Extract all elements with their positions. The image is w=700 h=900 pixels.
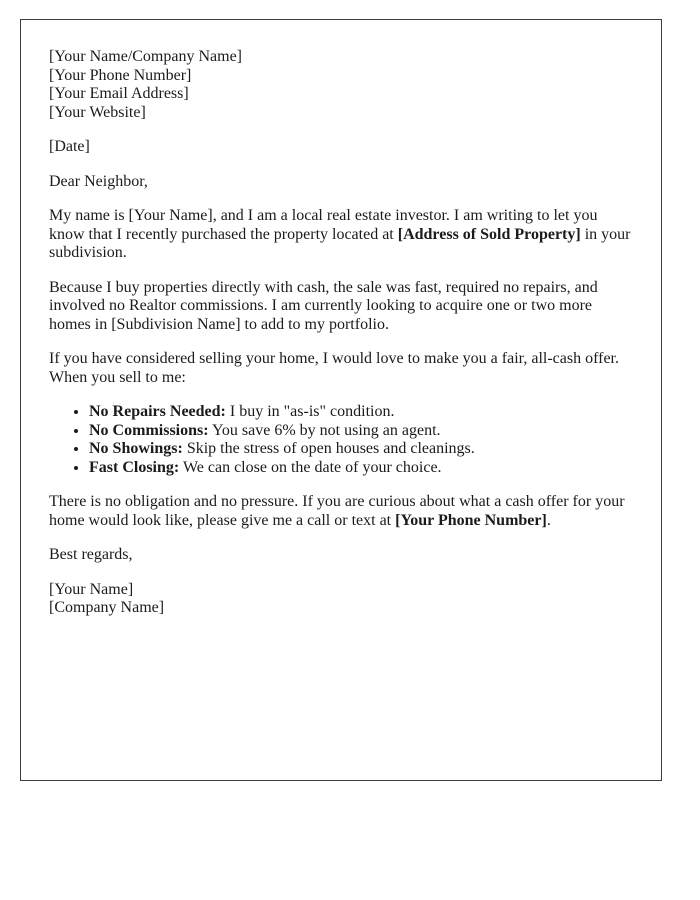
text-segment: know that I recently purchased the property located at — [49, 225, 398, 243]
bold-text-segment: [Address of Sold Property] — [397, 225, 581, 243]
text-segment: Skip the stress of open houses and cleanings. — [182, 440, 475, 457]
text-segment: [Your Name/Company Name] — [49, 48, 243, 65]
list-item — [89, 440, 639, 459]
bold-text-segment: No Repairs Needed: — [89, 403, 226, 420]
list-item — [89, 403, 639, 422]
text-segment: If you have considered selling your home, I would love to make you a fair, all-cash offer. — [49, 350, 619, 367]
text-segment: subdivision. — [49, 244, 127, 261]
benefits-list — [49, 403, 639, 477]
sender-contact-block — [49, 48, 639, 122]
text-segment: [Your Name] — [49, 580, 134, 598]
text-segment: Best regards, — [49, 546, 133, 563]
text-segment: [Date] — [49, 138, 90, 155]
bold-text-segment: No Showings: — [89, 440, 183, 457]
date-line — [49, 138, 639, 157]
intro-paragraph — [49, 207, 639, 263]
text-segment: in your — [580, 225, 631, 243]
text-segment: [Your Email Address] — [49, 85, 189, 102]
text-segment: [Company Name] — [49, 599, 165, 616]
signoff — [49, 546, 639, 565]
text-segment: Because I buy properties directly with cash, the sale was fast, required no repairs, and — [49, 278, 598, 296]
text-segment: My name is [Your Name], and I am a local real estate investor. I am writing to let you — [49, 207, 598, 224]
bold-text-segment: No Commissions: — [89, 421, 209, 439]
text-segment: [Your Website] — [49, 103, 146, 121]
text-segment: There is no obligation and no pressure. If you are curious about what a cash offer for your — [49, 493, 625, 510]
text-segment: I buy in "as-is" condition. — [225, 403, 395, 420]
list-item — [89, 422, 639, 441]
no-obligation-paragraph — [49, 493, 639, 530]
text-segment: Dear Neighbor, — [49, 172, 148, 190]
bold-text-segment: Fast Closing: — [89, 458, 180, 476]
text-segment: [Your Phone Number] — [49, 66, 192, 84]
text-segment: You save 6% by not using an agent. — [208, 421, 441, 439]
text-segment: We can close on the date of your choice. — [179, 458, 442, 476]
bold-text-segment: [Your Phone Number] — [395, 511, 547, 529]
salutation — [49, 173, 639, 192]
text-segment: homes in [Subdivision Name] to add to my portfolio. — [49, 315, 389, 333]
letter-body — [49, 48, 639, 618]
text-segment: When you sell to me: — [49, 368, 186, 386]
text-segment: . — [546, 511, 551, 529]
list-item — [89, 459, 639, 478]
offer-paragraph — [49, 350, 639, 387]
letter-container — [20, 19, 662, 781]
context-paragraph — [49, 279, 639, 335]
signature-block — [49, 581, 639, 618]
text-segment: involved no Realtor commissions. I am currently looking to acquire one or two more — [49, 297, 592, 314]
text-segment: home would look like, please give me a call or text at — [49, 511, 396, 529]
